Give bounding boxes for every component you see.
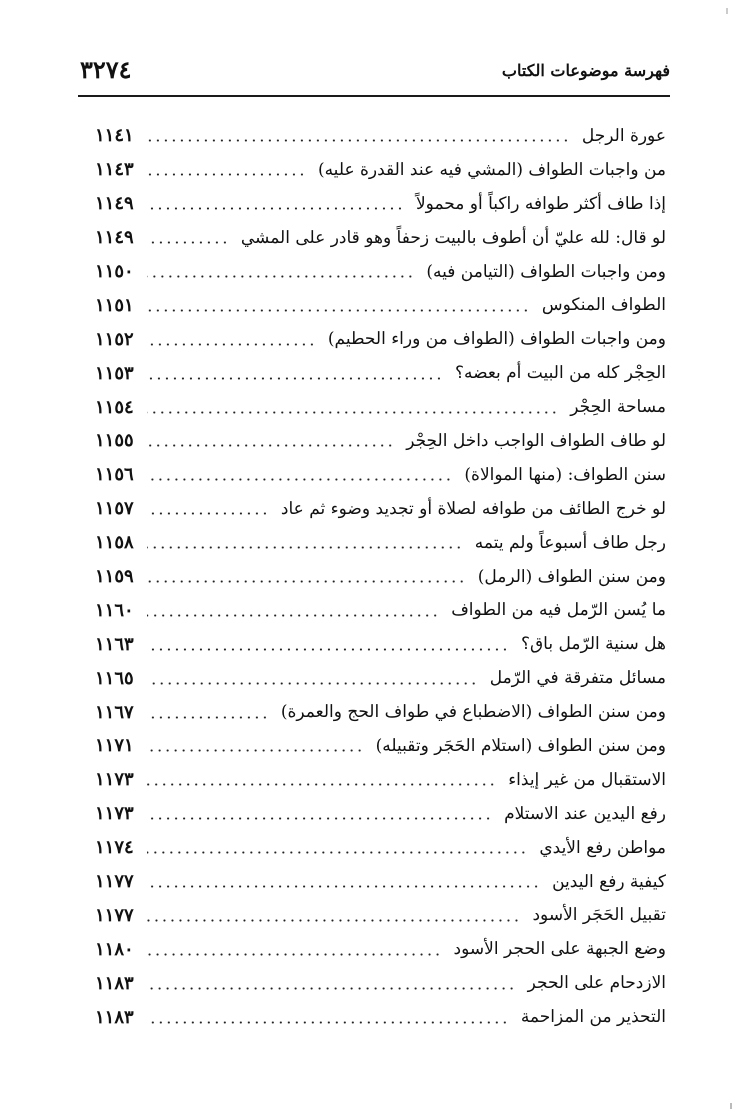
dot-leader [147, 648, 509, 651]
dot-leader [147, 953, 442, 956]
toc-entry-page: ١١٧٧ [95, 904, 134, 926]
toc-entry-title: إذا طاف أكثر طوافه راكباً أو محمولاً [415, 193, 666, 214]
toc-entry [95, 627, 666, 661]
dot-leader [147, 580, 466, 583]
toc-entry-title: ومن سنن الطواف (الاضطباع في طواف الحج والعمرة) [280, 702, 666, 723]
toc-entry-title: التحذير من المزاحمة [520, 1007, 666, 1028]
toc-entry [95, 593, 666, 627]
toc-entry [95, 221, 666, 255]
toc-entry [95, 729, 666, 763]
toc-entry-title: هل سنية الرّمل باق؟ [520, 634, 666, 655]
toc-entry-page: ١١٦٧ [95, 701, 134, 723]
toc-entry-title: ما يُسن الرّمل فيه من الطواف [451, 600, 666, 621]
dot-leader [147, 275, 414, 278]
dot-leader [147, 716, 269, 719]
toc-entry-title: ومن واجبات الطواف (التيامن فيه) [426, 261, 666, 282]
toc-entry [95, 288, 666, 322]
toc-entry-page: ١١٤٩ [95, 193, 134, 215]
toc-entry [95, 322, 666, 356]
dot-leader [147, 173, 306, 176]
dot-leader [147, 1021, 509, 1024]
page-title: فهرسة موضوعات الكتاب [501, 61, 670, 80]
toc-entry-page: ١١٤٣ [95, 159, 134, 181]
toc-entry [95, 966, 666, 1000]
toc-entry [95, 255, 666, 289]
toc-entry-title: من واجبات الطواف (المشي فيه عند القدرة عليه) [317, 159, 666, 180]
toc-entry-title: وضع الجبهة على الحجر الأسود [453, 939, 666, 960]
dot-leader [147, 343, 316, 346]
dot-leader [147, 919, 520, 922]
toc-entry-page: ١١٧٣ [95, 803, 134, 825]
page-number: ٣٢٧٤ [80, 55, 132, 84]
toc-entry-page: ١١٥١ [95, 294, 134, 316]
toc-entry-page: ١١٨٠ [95, 938, 134, 960]
toc-entry [95, 424, 666, 458]
toc-entry-page: ١١٨٣ [95, 1006, 134, 1028]
toc-entry-title: مواطن رفع الأيدي [539, 837, 666, 858]
dot-leader [147, 309, 530, 312]
toc-entry-page: ١١٥٧ [95, 498, 134, 520]
toc-entry-title: الازدحام على الحجر [527, 973, 666, 994]
toc-entry [95, 492, 666, 526]
toc-entry [95, 932, 666, 966]
dot-leader [147, 614, 439, 617]
toc-entry-page: ١١٧٤ [95, 837, 134, 859]
toc-entry [95, 695, 666, 729]
toc-entry-title: لو طاف الطواف الواجب داخل الحِجْر [406, 430, 666, 451]
toc-entry-page: ١١٧١ [95, 735, 134, 757]
table-of-contents [95, 119, 666, 1034]
dot-leader [147, 546, 463, 549]
toc-entry-title: سنن الطواف: (منها الموالاة) [464, 464, 666, 485]
dot-leader [147, 885, 540, 888]
toc-entry-title: ومن سنن الطواف (الرمل) [477, 566, 666, 587]
dot-leader [147, 139, 570, 142]
toc-entry-title: رجل طاف أسبوعاً ولم يتمه [474, 532, 666, 553]
page-header [78, 55, 670, 97]
toc-entry-page: ١١٦٣ [95, 633, 134, 655]
toc-entry-page: ١١٥٢ [95, 328, 134, 350]
toc-entry-page: ١١٥٨ [95, 532, 134, 554]
toc-entry-title: الحِجْر كله من البيت أم بعضه؟ [454, 363, 666, 384]
dot-leader [147, 783, 496, 786]
dot-leader [147, 411, 558, 414]
toc-entry-page: ١١٥٩ [95, 566, 134, 588]
toc-entry-title: مساحة الحِجْر [570, 397, 666, 418]
toc-entry [95, 526, 666, 560]
toc-entry-title: لو قال: لله عليّ أن أطوف بالبيت زحفاً وهو قادر على المشي [240, 227, 666, 248]
dot-leader [147, 478, 452, 481]
toc-entry [95, 390, 666, 424]
dot-leader [147, 444, 394, 447]
toc-entry [95, 1000, 666, 1034]
toc-entry-title: رفع اليدين عند الاستلام [504, 803, 666, 824]
toc-entry-page: ١١٥٠ [95, 261, 134, 282]
toc-entry-page: ١١٥٦ [95, 464, 134, 486]
toc-entry-page: ١١٥٥ [95, 430, 134, 452]
toc-entry [95, 187, 666, 221]
toc-entry [95, 560, 666, 594]
toc-entry [95, 898, 666, 932]
toc-entry [95, 865, 666, 899]
toc-entry-page: ١١٤٩ [95, 227, 134, 249]
toc-entry-page: ١١٧٧ [95, 871, 134, 893]
toc-entry [95, 797, 666, 831]
dot-leader [147, 749, 364, 752]
toc-entry-title: ومن سنن الطواف (استلام الحَجَر وتقبيله) [375, 735, 666, 756]
toc-entry [95, 458, 666, 492]
toc-entry [95, 153, 666, 187]
toc-entry-title: كيفية رفع اليدين [552, 871, 666, 892]
dot-leader [147, 851, 527, 854]
dot-leader [147, 241, 229, 244]
toc-entry-page: ١١٥٣ [95, 362, 134, 384]
toc-entry-page: ١١٦٠ [95, 599, 134, 621]
dot-leader [147, 512, 269, 515]
toc-entry-page: ١١٤١ [95, 125, 134, 147]
scan-mark [726, 8, 728, 14]
toc-entry-title: الاستقبال من غير إيذاء [508, 769, 666, 790]
toc-entry-title: لو خرج الطائف من طوافه لصلاة أو تجديد وضوء ثم عاد [280, 498, 666, 519]
toc-entry-page: ١١٨٣ [95, 972, 134, 994]
dot-leader [147, 817, 492, 820]
dot-leader [147, 377, 443, 380]
toc-entry [95, 119, 666, 153]
toc-entry-title: تقبيل الحَجَر الأسود [532, 905, 666, 926]
toc-entry [95, 831, 666, 865]
toc-entry [95, 763, 666, 797]
toc-entry-page: ١١٧٣ [95, 769, 134, 791]
toc-entry-title: ومن واجبات الطواف (الطواف من وراء الحطيم) [327, 329, 666, 350]
toc-entry-title: عورة الرجل [581, 125, 666, 146]
toc-entry-title: الطواف المنكوس [541, 295, 666, 316]
dot-leader [147, 987, 516, 990]
dot-leader [147, 682, 478, 685]
toc-entry-page: ١١٥٤ [95, 396, 134, 418]
toc-entry [95, 356, 666, 390]
toc-entry-page: ١١٦٥ [95, 667, 134, 689]
dot-leader [147, 207, 404, 210]
scan-mark [730, 1103, 732, 1109]
toc-entry [95, 661, 666, 695]
toc-entry-title: مسائل متفرقة في الرّمل [489, 668, 666, 689]
